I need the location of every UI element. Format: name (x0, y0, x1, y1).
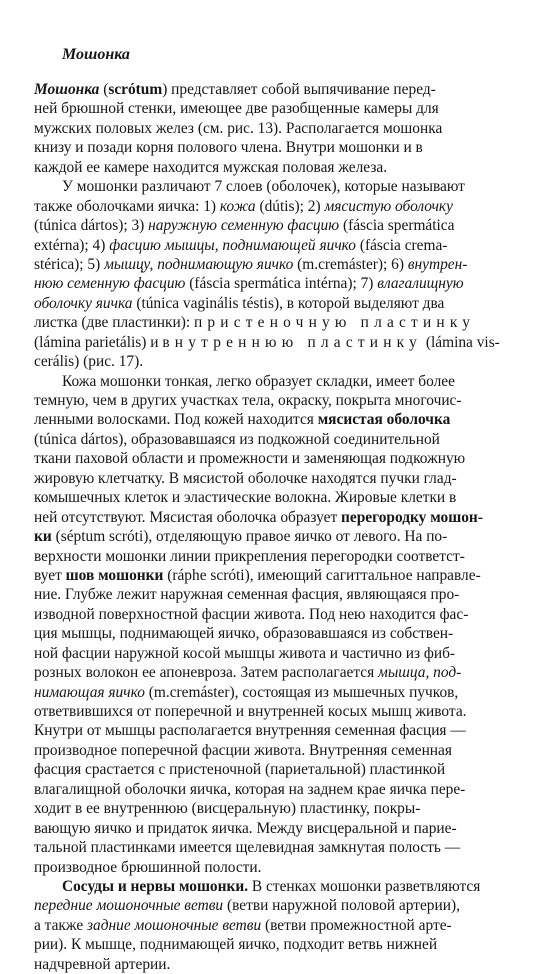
text-line (34, 527, 558, 546)
text-line (34, 566, 558, 585)
text-line (34, 741, 558, 760)
text-run: влагалищную (377, 275, 464, 293)
text-run: У мошонки различают 7 слоев (оболочек), которые называют (62, 178, 465, 196)
text-run: влагалищной оболочки яичка, которая на заднем крае яичка пере- (34, 780, 466, 798)
text-line (34, 916, 558, 935)
text-run: ткани паховой области и промежности и заменяющая подкожную (34, 450, 466, 468)
text-run: scrótum (108, 81, 163, 98)
text-line (34, 955, 558, 974)
text-run: (lámina parietális) и (34, 333, 163, 351)
text-line (34, 80, 558, 99)
text-run: (ветви наружной половой артерии), (223, 897, 460, 915)
text-run: а также (34, 916, 88, 934)
text-line (34, 877, 558, 896)
text-run: (fáscia spermática intérna); 7) (185, 275, 378, 293)
text-run: задние мошоночные ветви (87, 916, 262, 934)
text-run: (m.cremáster); 6) (293, 255, 408, 273)
text-run: ной фасции наружной косой мышцы живота и частично из фиб- (34, 644, 456, 662)
text-run: мужских половых желез (см. рис. 13). Располагается мошонка (34, 119, 443, 137)
text-run: (ráphe scróti), имеющий сагиттальное направле- (163, 566, 481, 584)
text-run: stérica); 5) (34, 255, 105, 273)
text-run: кожа (219, 197, 256, 215)
text-run: Кнутри от мышцы располагается внутренняя семенная фасция — (34, 722, 466, 740)
text-run: Кожа мошонки тонкая, легко образует складки, имеет более (62, 372, 455, 390)
text-run: перегородку мошон- (341, 508, 483, 526)
text-line (34, 449, 558, 468)
text-run: вающую яичко и придаток яичка. Между висцеральной и парие- (34, 819, 457, 837)
text-line (34, 391, 558, 410)
text-run: производное поперечной фасции живота. Внутренняя семенная (34, 741, 452, 759)
text-line (34, 605, 558, 624)
text-run: фасция срастается с пристеночной (париетальной) пластинкой (34, 761, 446, 779)
text-run: передние мошоночные ветви (34, 897, 224, 915)
text-run: (séptum scróti), отделяющую правое яичко от левого. На по- (51, 528, 448, 546)
text-line (34, 819, 558, 838)
text-run: ция мышцы, поднимающей яичко, образовавшаяся из собствен- (34, 625, 454, 643)
text-line (34, 585, 558, 604)
text-run: книзу и позади корня полового члена. Внутри мошонки и в (34, 139, 423, 157)
text-run: фасцию мышцы, поднимающей яичко (109, 236, 356, 254)
text-run: шов мошонки (65, 566, 164, 584)
text-line (34, 352, 558, 371)
text-run: (túnica vaginális téstis), в которой выделяют два (132, 294, 445, 312)
text-run: каждой ее камере находится мужская половая железа. (34, 158, 388, 176)
text-line (34, 547, 558, 566)
body-text (34, 80, 558, 974)
text-run: ленными волосками. Под кожей находится (34, 411, 318, 429)
text-run: мясистую оболочку (324, 197, 453, 215)
text-run: темную, чем в других участках тела, окраску, покрыта многочис- (34, 392, 462, 409)
text-run: ние. Глубже лежит наружная семенная фасция, являющаяся про- (34, 586, 460, 604)
text-line (34, 158, 558, 177)
text-line (34, 488, 558, 507)
text-line (34, 197, 558, 216)
text-line (34, 372, 558, 391)
text-line (34, 624, 558, 643)
text-run: (túnica dártos), образовавшаяся из подкожной соединительной (34, 430, 440, 448)
text-line (34, 99, 558, 118)
text-line (34, 508, 558, 527)
text-run: внутреннюю пластинку (162, 333, 423, 351)
text-line (34, 313, 558, 332)
text-line (34, 410, 558, 429)
text-run: ) представляет собой выпячивание перед- (162, 81, 436, 98)
text-run: (ветви промежностной арте- (261, 916, 452, 934)
text-line (34, 430, 558, 449)
text-line (34, 255, 558, 274)
text-line (34, 858, 558, 877)
text-run: ответвившихся от поперечной и внутренней косых мышц живота. (34, 703, 467, 720)
text-line (34, 721, 558, 740)
text-run: верхности мошонки линии прикрепления перегородки соответст- (34, 547, 465, 565)
text-line (34, 177, 558, 196)
text-line (34, 119, 558, 138)
text-run: ней брюшной стенки, имеющее две разобщенные камеры для (34, 100, 439, 118)
text-line (34, 760, 558, 779)
text-run: ( (99, 81, 109, 98)
text-run: мясистая оболочка (317, 411, 451, 429)
text-run: (fáscia crema- (355, 236, 448, 254)
text-line (34, 663, 558, 682)
text-line (34, 702, 558, 721)
text-line (34, 935, 558, 954)
text-run: комышечных клеток и эластические волокна. Жировые клетки в (34, 489, 457, 507)
text-run: оболочку яичка (34, 294, 133, 312)
text-line (34, 780, 558, 799)
text-line (34, 216, 558, 235)
text-run: (túnica dártos); 3) (34, 217, 149, 235)
text-run: ки (34, 528, 52, 546)
text-run: (m.cremáster), состоящая из мышечных пучков, (144, 683, 459, 701)
text-run: (fáscia spermática (339, 217, 455, 235)
text-line (34, 896, 558, 915)
text-run: мышца, под- (378, 664, 462, 682)
text-line (34, 799, 558, 818)
text-run: листка (две пластинки): (34, 314, 194, 332)
text-line (34, 236, 558, 255)
text-run: ней отсутствуют. Мясистая оболочка образует (34, 508, 342, 526)
text-run: В стенках мошонки разветвляются (248, 877, 481, 895)
text-run: extérna); 4) (34, 236, 110, 254)
text-line (34, 138, 558, 157)
text-run: розных волокон ее апоневроза. Затем располагается (34, 664, 379, 682)
text-run: (dútis); 2) (255, 197, 325, 215)
text-run: мышцу, поднимающую яичко (104, 255, 294, 273)
text-run: жировую клетчатку. В мясистой оболочке находятся пучки глад- (34, 469, 457, 487)
text-run: (lámina vis- (422, 333, 500, 351)
text-run: производное брюшинной полости. (34, 858, 262, 876)
text-run: Сосуды и нервы мошонки. (62, 877, 249, 895)
text-line (34, 838, 558, 857)
text-line (34, 469, 558, 488)
text-line (34, 683, 558, 702)
text-run: тальной пластинками имеется щелевидная замкнутая полость — (34, 839, 461, 857)
text-run: нюю семенную фасцию (34, 275, 186, 293)
text-run: изводной поверхностной фасции живота. Под нею находится фас- (34, 605, 469, 623)
text-line (34, 274, 558, 293)
text-run: также оболочками яичка: 1) (34, 197, 220, 215)
text-line (34, 333, 558, 352)
text-run: нимающая яичко (34, 683, 145, 701)
text-run: Мошонка (34, 81, 100, 98)
text-run: надчревной артерии. (34, 955, 171, 973)
page-title: Мошонка (62, 46, 130, 63)
text-run: наружную семенную фасцию (148, 217, 340, 235)
text-run: cerális) (рис. 17). (34, 353, 144, 371)
text-run: ходит в ее внутреннюю (висцеральную) пластинку, покры- (34, 800, 421, 818)
text-run: пристеночную пластинку (193, 314, 476, 332)
text-line (34, 294, 558, 313)
text-run: рии). К мышце, поднимающей яичко, подходит ветвь нижней (34, 936, 438, 954)
text-run: внутрен- (407, 255, 468, 273)
text-line (34, 644, 558, 663)
text-run: вует (34, 566, 66, 584)
